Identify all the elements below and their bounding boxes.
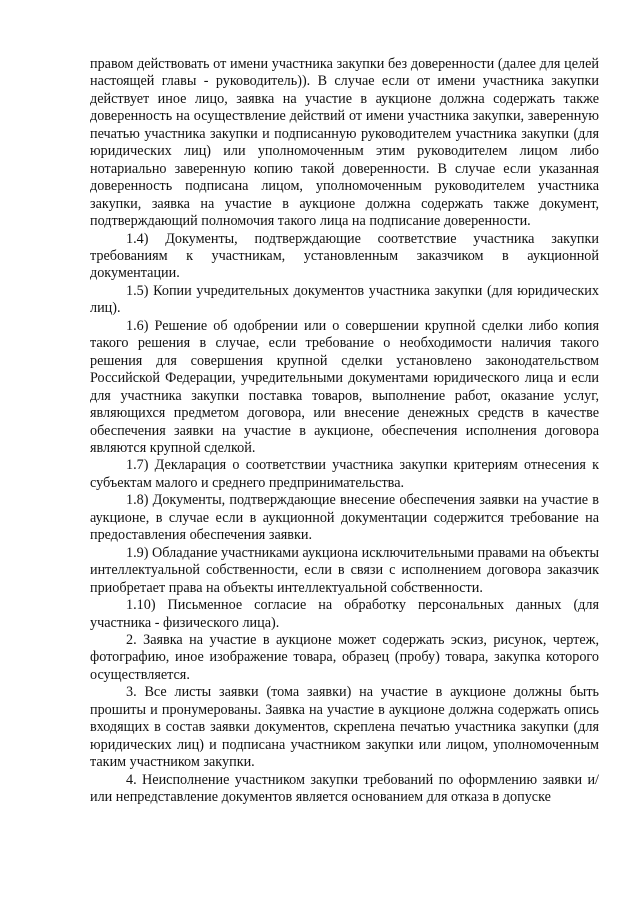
paragraph-1-7: 1.7) Декларация о соответствии участника закупки критериям отнесения к субъектам малого и среднего предпринимательства.: [90, 457, 599, 491]
document-page: [90, 56, 599, 806]
paragraph-1-8: 1.8) Документы, подтверждающие внесение обеспечения заявки на участие в аукционе, в случае если в аукционной документации содержится требование на предоставления обеспечения заявки.: [90, 492, 599, 544]
paragraph-4: 4. Неисполнение участником закупки требований по оформлению заявки и/или непредставление документов является основанием для отказа в допуске: [90, 771, 599, 806]
paragraph-1-9: 1.9) Обладание участниками аукциона исключительными правами на объекты интеллектуальной собственности, если в связи с исполнением договора заказчик приобретает права на объекты интеллектуальной собственности.: [90, 544, 599, 596]
paragraph-1-6: 1.6) Решение об одобрении или о совершении крупной сделки либо копия такого решения в случае, если требование о необходимости наличия такого решения для совершения крупной сделки установлено законодательством Российской Федерации, учредительными документами юридического лица и если для участника закупки поставка товаров, выполнение работ, оказание услуг, являющихся предметом договора, или внесение денежных средств в качестве обеспечения заявки на участие в аукционе, обеспечения исполнения договора являются крупной сделкой.: [90, 317, 599, 456]
paragraph-1-5: 1.5) Копии учредительных документов участника закупки (для юридических лиц).: [90, 282, 599, 317]
paragraph-1-4: 1.4) Документы, подтверждающие соответствие участника закупки требованиям к участникам, установленным заказчиком в аукционной документации.: [90, 230, 599, 282]
paragraph-2: 2. Заявка на участие в аукционе может содержать эскиз, рисунок, чертеж, фотографию, иное изображение товара, образец (пробу) товара, закупка которого осуществляется.: [90, 631, 599, 683]
paragraph-signatory-authority: правом действовать от имени участника закупки без доверенности (далее для целей настоящей главы - руководитель)). В случае если от имени участника закупки действует иное лицо, заявка на участие в аукционе должна содержать также доверенность на осуществление действий от имени участника закупки, заверенную печатью участника закупки и подписанную руководителем участника закупки (для юридических лиц) или уполномоченным этим руководителем лицом либо нотариально заверенную копию такой доверенности. В случае если указанная доверенность подписана лицом, уполномоченным руководителем участника закупки, заявка на участие в аукционе должна содержать также документ, подтверждающий полномочия такого лица на подписание доверенности.: [90, 56, 599, 230]
paragraph-3: 3. Все листы заявки (тома заявки) на участие в аукционе должны быть прошиты и пронумерованы. Заявка на участие в аукционе должна содержать опись входящих в состав заявки документов, скреплена печатью участника закупки (для юридических лиц) и подписана участником закупки или лицом, уполномоченным таким участником закупки.: [90, 684, 599, 771]
paragraph-1-10: 1.10) Письменное согласие на обработку персональных данных (для участника - физического лица).: [90, 597, 599, 631]
